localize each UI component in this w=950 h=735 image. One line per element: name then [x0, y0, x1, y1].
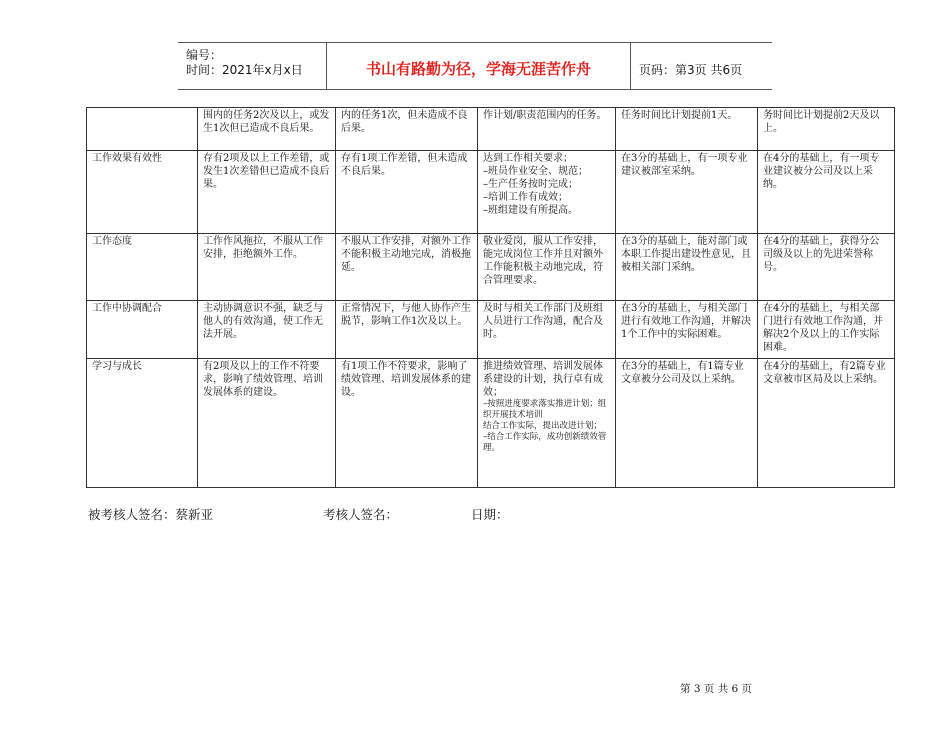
score-cell: 主动协调意识不强，缺乏与他人的有效沟通，使工作无法开展。 — [198, 301, 336, 359]
criterion-name: 工作效果有效性 — [87, 151, 198, 234]
evaluation-table — [86, 107, 895, 488]
table-row — [87, 108, 895, 151]
score-cell: 在3分的基础上，有1篇专业文章被分公司及以上采纳。 — [616, 359, 758, 488]
score-cell: 正常情况下，与他人协作产生脱节，影响工作1次及以上。 — [336, 301, 478, 359]
table-row — [87, 234, 895, 301]
score-cell: 作计划/职责范围内的任务。 — [478, 108, 616, 151]
score-cell-subitems: –按照进度要求落实推进计划；组织开展技术培训 结合工作实际，提出改进计划； –结合工作实际，成功创新绩效管理。 — [483, 399, 607, 453]
page-label: 页码：第3页 共6页 — [639, 63, 743, 77]
score-cell: 存有1项工作差错，但未造成不良后果。 — [336, 151, 478, 234]
examiner-label: 考核人签名： — [323, 507, 399, 522]
score-cell: 敬业爱岗，服从工作安排，能完成岗位工作并且对额外工作能积极主动地完成，符合管理要求。 — [478, 234, 616, 301]
criterion-name — [87, 108, 198, 151]
header-motto-cell — [327, 43, 631, 89]
score-cell: 务时间比计划提前2天及以上。 — [758, 108, 895, 151]
score-cell: 内的任务1次，但未造成不良后果。 — [336, 108, 478, 151]
score-cell: 存有2项及以上工作差错，或发生1次差错但已造成不良后果。 — [198, 151, 336, 234]
criterion-name: 学习与成长 — [87, 359, 198, 488]
score-cell: 在3分的基础上，能对部门或本职工作提出建设性意见，且被相关部门采纳。 — [616, 234, 758, 301]
document-header — [178, 42, 772, 90]
score-cell: 不服从工作安排，对额外工作不能积极主动地完成，消极拖延。 — [336, 234, 478, 301]
motto: 书山有路勤为径，学海无涯苦作舟 — [365, 60, 591, 78]
examinee-name: 蔡新亚 — [175, 507, 214, 522]
score-cell: 任务时间比计划提前1天。 — [616, 108, 758, 151]
score-cell: 达到工作相关要求； –班员作业安全、规范； –生产任务按时完成； –培训工作有成效； –班组建设有所提高。 — [478, 151, 616, 234]
score-cell: 在4分的基础上，获得分公司级及以上的先进荣誉称号。 — [758, 234, 895, 301]
footer-page-number: 第 3 页 共 6 页 — [680, 683, 753, 695]
criterion-name: 工作中协调配合 — [87, 301, 198, 359]
examinee-label: 被考核人签名： — [88, 507, 176, 522]
score-cell: 在4分的基础上，有2篇专业文章被市区局及以上采纳。 — [758, 359, 895, 488]
score-cell: 在4分的基础上，有一项专业建议被分公司及以上采纳。 — [758, 151, 895, 234]
number-label: 编号： — [186, 48, 223, 62]
time-label: 时间：2021年x月x日 — [186, 63, 303, 77]
criterion-name: 工作态度 — [87, 234, 198, 301]
score-cell-main-text: 推进绩效管理、培训发展体系建设的计划，执行卓有成效； — [483, 361, 603, 398]
score-cell: 有1项工作不符要求，影响了绩效管理、培训发展体系的建设。 — [336, 359, 478, 488]
table-row — [87, 151, 895, 234]
table-row — [87, 359, 895, 488]
score-cell: 在3分的基础上，与相关部门进行有效地工作沟通，并解决1个工作中的实际困难。 — [616, 301, 758, 359]
score-cell: 在3分的基础上，有一项专业建议被部室采纳。 — [616, 151, 758, 234]
date-label: 日期： — [471, 507, 509, 522]
examinee-signature — [88, 505, 213, 523]
score-cell: 在4分的基础上，与相关部门进行有效地工作沟通，并解决2个及以上的工作实际困难。 — [758, 301, 895, 359]
header-right-cell — [631, 43, 772, 89]
score-cell: 有2项及以上的工作不符要求，影响了绩效管理、培训发展体系的建设。 — [198, 359, 336, 488]
score-cell — [478, 359, 616, 488]
score-cell: 及时与相关工作部门及班组人员进行工作沟通，配合及时。 — [478, 301, 616, 359]
table-row — [87, 301, 895, 359]
score-cell: 工作作风拖拉，不服从工作安排，拒绝额外工作。 — [198, 234, 336, 301]
score-cell: 围内的任务2次及以上，或发生1次但已造成不良后果。 — [198, 108, 336, 151]
header-left-cell — [178, 43, 327, 89]
